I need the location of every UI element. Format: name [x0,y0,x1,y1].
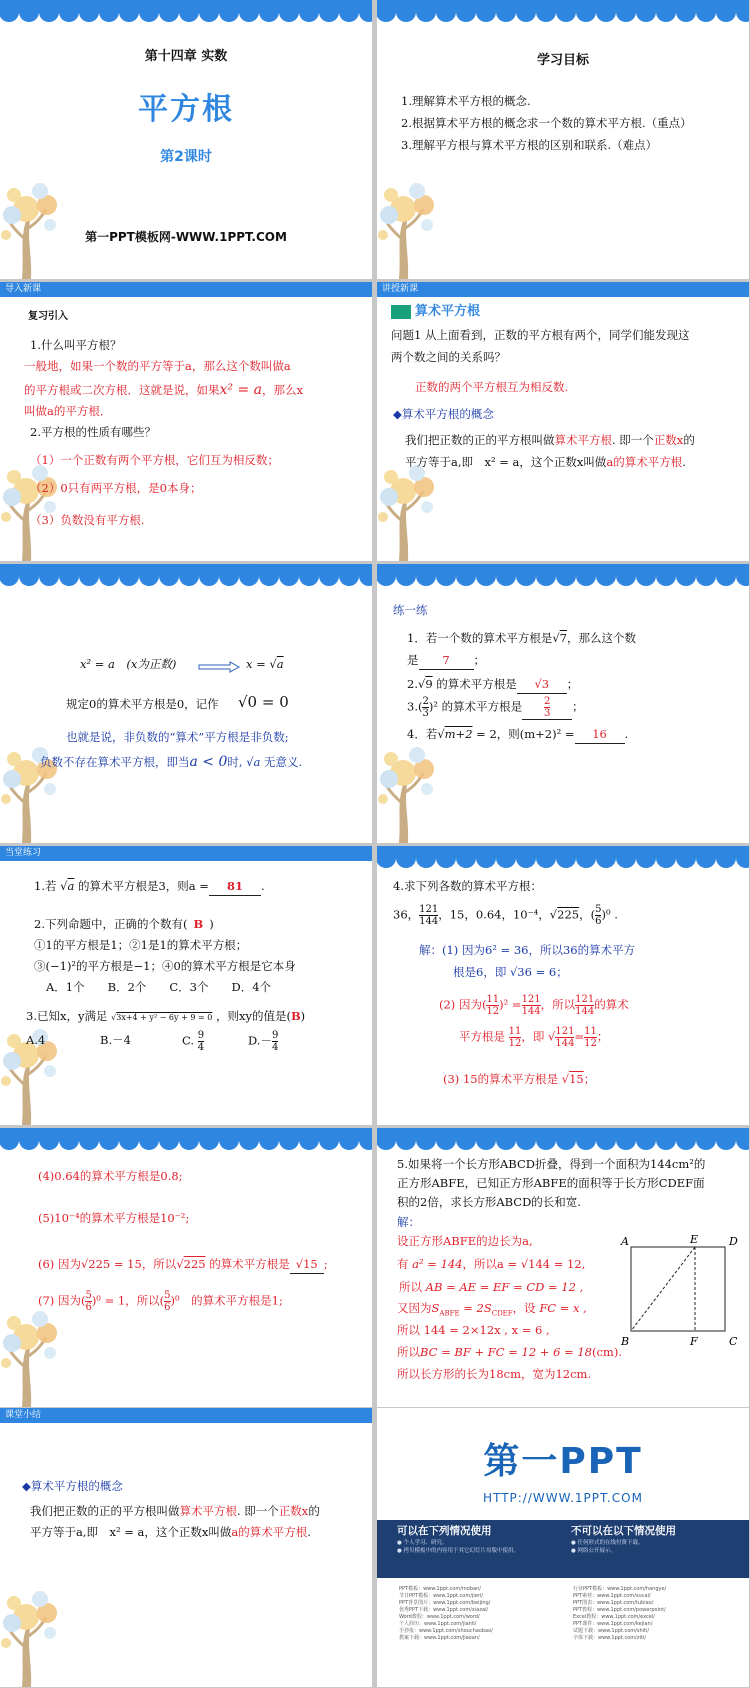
answer-blank[interactable]: 7 [419,652,474,670]
slide-credits[interactable] [377,1408,749,1687]
slide-example-5[interactable] [377,1128,749,1407]
scallop-border [377,846,749,876]
problem-line-1: 问题1 从上面看到，正数的平方根有两个，同学们能发现这 [391,328,690,342]
tree-decoration [0,1297,70,1407]
question-2: 2.下列命题中，正确的个数有( B ) [34,917,214,931]
tree-decoration [377,169,447,279]
brand-url[interactable]: HTTP://WWW.1PPT.COM [483,1491,643,1505]
objective-3: 3.理解平方根与算术平方根的区别和联系.（难点） [401,138,658,152]
exercise-2: 2.√9 的算术平方根是 √3 ； [407,676,578,694]
section-bar: 讲授新课 [377,282,749,297]
tree-decoration [0,733,70,843]
problem-line-2: 正方形ABFE，已知正方形ABFE的面积等于长方形CDEF面 [397,1176,705,1190]
link[interactable]: 手抄报：www.1ppt.com/shouchaobao/ [399,1628,493,1634]
question-1: 1.什么叫平方根？ [30,338,122,352]
label-f: F [690,1335,698,1348]
label-e: E [690,1233,699,1246]
property-2: （2）0只有两平方根，是0本身； [30,481,202,495]
solution-7: (7) 因为( $\frac{5}{6}$ )⁰ = 1，所以( $\frac{5}{6}$ )⁰ 的算术平方根是1; [38,1290,283,1313]
zero-rule-equation: √0 = 0 [238,693,289,711]
link[interactable]: 个人简历：www.1ppt.com/jianli/ [399,1621,477,1627]
equation-right: x = √a [246,657,284,671]
slide-practice[interactable] [377,564,749,843]
concept-line-2: 平方等于a,即 x² = a，这个正数x叫做a的算术平方根. [405,455,686,469]
exercise-3: 3.( $\frac{2}{3}$ )² 的算术平方根是 $\frac{2}{3}$ ； [407,696,584,719]
question-2: 2.平方根的性质有哪些？ [30,425,156,439]
site-label: 第一PPT模板网-WWW.1PPT.COM [85,230,287,244]
concept-line-1: 我们把正数的正的平方根叫做算术平方根. 即一个正数x的 [405,433,695,447]
example-heading: 4.求下列各数的算术平方根： [393,879,542,893]
solution-2-line-2: 平方根是 $\frac{11}{12}$ ，即 √ $\frac{121}{144}$ = $\frac{11}{12}$ ； [459,1026,609,1049]
allowed-title: 可以在下列情况使用 [397,1525,492,1537]
scallop-border [0,564,372,594]
slide-objectives[interactable] [377,0,749,279]
slide-class-practice[interactable] [0,846,372,1125]
scallop-border [377,0,749,30]
solution-line-6: 所以BC = BF + FC = 12 + 6 = 18(cm). [397,1345,622,1359]
link-list-left [399,1586,493,1642]
link[interactable]: 教案下载：www.1ppt.com/jiaoan/ [399,1635,480,1641]
review-label: 复习引入 [28,311,68,322]
solution-line-1: 设正方形ABFE的边长为a, [397,1234,533,1248]
question-2-line-2: ③(−1)²的平方根是−1；④0的算术平方根是它本身 [34,959,296,973]
scallop-border [0,0,372,30]
concept-line-2: 平方等于a,即 x² = a，这个正数x叫做a的算术平方根. [30,1525,311,1539]
objective-2: 2.根据算术平方根的概念求一个数的算术平方根.（重点） [401,116,692,130]
property-3: （3）负数没有平方根. [30,513,145,527]
objective-1: 1.理解算术平方根的概念. [401,94,531,108]
definition-line-2: 的平方根或二次方根．这就是说，如果x² = a，那么x [24,382,303,398]
zero-rule: 规定0的算术平方根是0，记作 [66,697,219,711]
link[interactable]: PPT素材：www.1ppt.com/sucai/ [573,1593,651,1599]
section-title: 算术平方根 [415,304,481,319]
solution-2-line-1: (2) 因为( $\frac{11}{12}$ )² = $\frac{121}{144}$ ，所以 $\frac{121}{144}$ 的算术 [439,994,629,1017]
solution-line-4: 又因为$S_{ABFE} = 2S_{CDEF}$，设 FC = x , [397,1301,587,1318]
answer-blank[interactable]: 16 [575,726,625,744]
section-bar: 当堂练习 [0,846,372,861]
question-2-options: A．1个 B．2个 C．3个 D．4个 [46,980,272,994]
solution-1-line-1: 解：(1) 因为6² = 36，所以36的算术平方 [419,943,636,957]
solution-5: (5)10⁻⁴的算术平方根是10⁻²; [38,1211,190,1225]
solution-4: (4)0.64的算术平方根是0.8; [38,1169,183,1183]
label-a: A [621,1235,629,1248]
forbidden-item-2: ● 网络公开展示。 [571,1548,617,1554]
link[interactable]: 试题下载：www.1ppt.com/shiti/ [573,1628,650,1634]
link[interactable]: PPT模板：www.1ppt.com/moban/ [399,1586,481,1592]
practice-heading: 练一练 [393,603,428,617]
rectangle-diagram [617,1233,743,1355]
solution-label: 解： [397,1215,420,1229]
property-1: （1）一个正数有两个平方根，它们互为相反数； [30,453,279,467]
note-line-1: 也就是说，非负数的“算术”平方根是非负数; [66,730,289,744]
link[interactable]: PPT课件：www.1ppt.com/kejian/ [573,1621,653,1627]
concept-heading: ◆算术平方根的概念 [393,407,494,421]
chapter-label: 第十四章 实数 [144,49,228,64]
link[interactable]: PPT图表：www.1ppt.com/tubiao/ [573,1600,654,1606]
allowed-item-2: ● 拷贝模板中的内容用于其它幻灯片母版中使用。 [397,1548,520,1554]
number-list: 36， $\frac{121}{144}$ ，15，0.64，10⁻⁴，√225，( $\frac{5}{6}$ )⁰ . [393,904,618,927]
lesson-label: 第2课时 [160,149,212,165]
option-b: B.－4 [100,1033,131,1047]
slide-example-4[interactable] [377,846,749,1125]
brand-logo: 第一PPT [483,1441,643,1482]
slide-definition[interactable] [0,564,372,843]
label-d: D [729,1235,738,1248]
solution-3: (3) 15的算术平方根是 √15； [443,1072,596,1086]
solution-line-7: 所以长方形的长为18cm，宽为12cm. [397,1367,592,1381]
answer-blank[interactable]: √3 [517,676,567,694]
answer-blank[interactable]: 81 [209,878,261,896]
scallop-border [0,1128,372,1158]
link-list-right [573,1586,666,1642]
exercise-1-line-2: 是 7 ； [407,652,485,670]
note-line-2: 负数不存在算术平方根，即当a < 0时, √a 无意义. [40,754,303,770]
solution-1-line-2: 根是6，即 √36 = 6； [453,965,568,979]
slide-review[interactable] [0,282,372,561]
solution-line-5: 所以 144 = 2×12x , x = 6 , [397,1323,550,1337]
link[interactable]: PPT教程：www.1ppt.com/powerpoint/ [573,1607,666,1613]
definition-line-3: 叫做a的平方根． [24,404,112,418]
solution-6: (6) 因为√225 = 15，所以√225 的算术平方根是 √15 ; [38,1256,328,1274]
definition-line-1: 一般地，如果一个数的平方等于a，那么这个数叫做a [24,359,291,373]
problem-line-2: 两个数之间的关系吗？ [391,350,506,364]
link[interactable]: 字体下载：www.1ppt.com/ziti/ [573,1635,646,1641]
option-c: C. $\frac{9}{4}$ [182,1030,205,1053]
link[interactable]: 行业PPT模板：www.1ppt.com/hangye/ [573,1586,667,1592]
problem-answer: 正数的两个平方根互为相反数. [415,380,569,394]
question-3: 3.已知x，y满足 √3x+4 + y² − 6y + 9 = 0 ，则xy的值是(B) [26,1009,306,1023]
slide-title[interactable] [0,0,372,279]
problem-line-1: 5.如果将一个长方形ABCD折叠，得到一个面积为144cm²的 [397,1157,706,1171]
link[interactable]: 优秀PPT下载：www.1ppt.com/xiazai/ [399,1607,489,1613]
forbidden-item-1: ● 任何形式的在线付费下载。 [571,1540,644,1546]
option-d: D.－ $\frac{9}{4}$ [248,1030,279,1053]
question-2-line-1: ①1的平方根是1；②1是1的算术平方根； [34,938,248,952]
forbidden-title: 不可以在以下情况使用 [571,1525,676,1537]
concept-line-1: 我们把正数的正的平方根叫做算术平方根. 即一个正数x的 [30,1504,320,1518]
concept-heading: ◆算术平方根的概念 [22,1479,123,1493]
tree-decoration [377,733,447,843]
slide-new-lesson[interactable] [377,282,749,561]
option-a: A.4 [26,1033,46,1047]
scallop-border [377,1128,749,1158]
tree-decoration [0,1577,70,1687]
link[interactable]: PPT背景图片：www.1ppt.com/beijing/ [399,1600,491,1606]
usage-panel [377,1520,749,1578]
question-1: 1.若 √a 的算术平方根是3，则a = 81 . [34,878,265,896]
solution-line-2: 有 a² = 144，所以a = √144 = 12, [397,1257,586,1271]
problem-line-3: 积的2倍，求长方形ABCD的长和宽. [397,1195,581,1209]
label-b: B [621,1335,630,1348]
tree-decoration [0,169,70,279]
objectives-heading: 学习目标 [536,53,589,68]
solution-line-3: 所以 AB = AE = EF = CD = 12 , [399,1280,584,1294]
equation-left: x² = a (x为正数) [80,657,177,671]
section-bar: 课堂小结 [0,1408,372,1423]
exercise-1-line-1: 1．若一个数的算术平方根是√7，那么这个数 [407,631,636,645]
allowed-item-1: ● 个人学习、研究。 [397,1540,448,1546]
exercise-4: 4．若√m+2 = 2，则(m+2)² = 16 . [407,726,628,744]
label-c: C [729,1335,738,1348]
slide-main-title: 平方根 [138,92,234,127]
slide-example-4-cont[interactable] [0,1128,372,1407]
link[interactable]: Excel教程：www.1ppt.com/excel/ [573,1614,655,1620]
link[interactable]: 节日PPT模板：www.1ppt.com/jieri/ [399,1593,483,1599]
slide-summary[interactable] [0,1408,372,1687]
scallop-border [377,564,749,594]
link[interactable]: Word教程：www.1ppt.com/word/ [399,1614,480,1620]
section-bar: 导入新课 [0,282,372,297]
arrow-right-icon [198,661,240,673]
section-marker-icon [391,305,411,319]
